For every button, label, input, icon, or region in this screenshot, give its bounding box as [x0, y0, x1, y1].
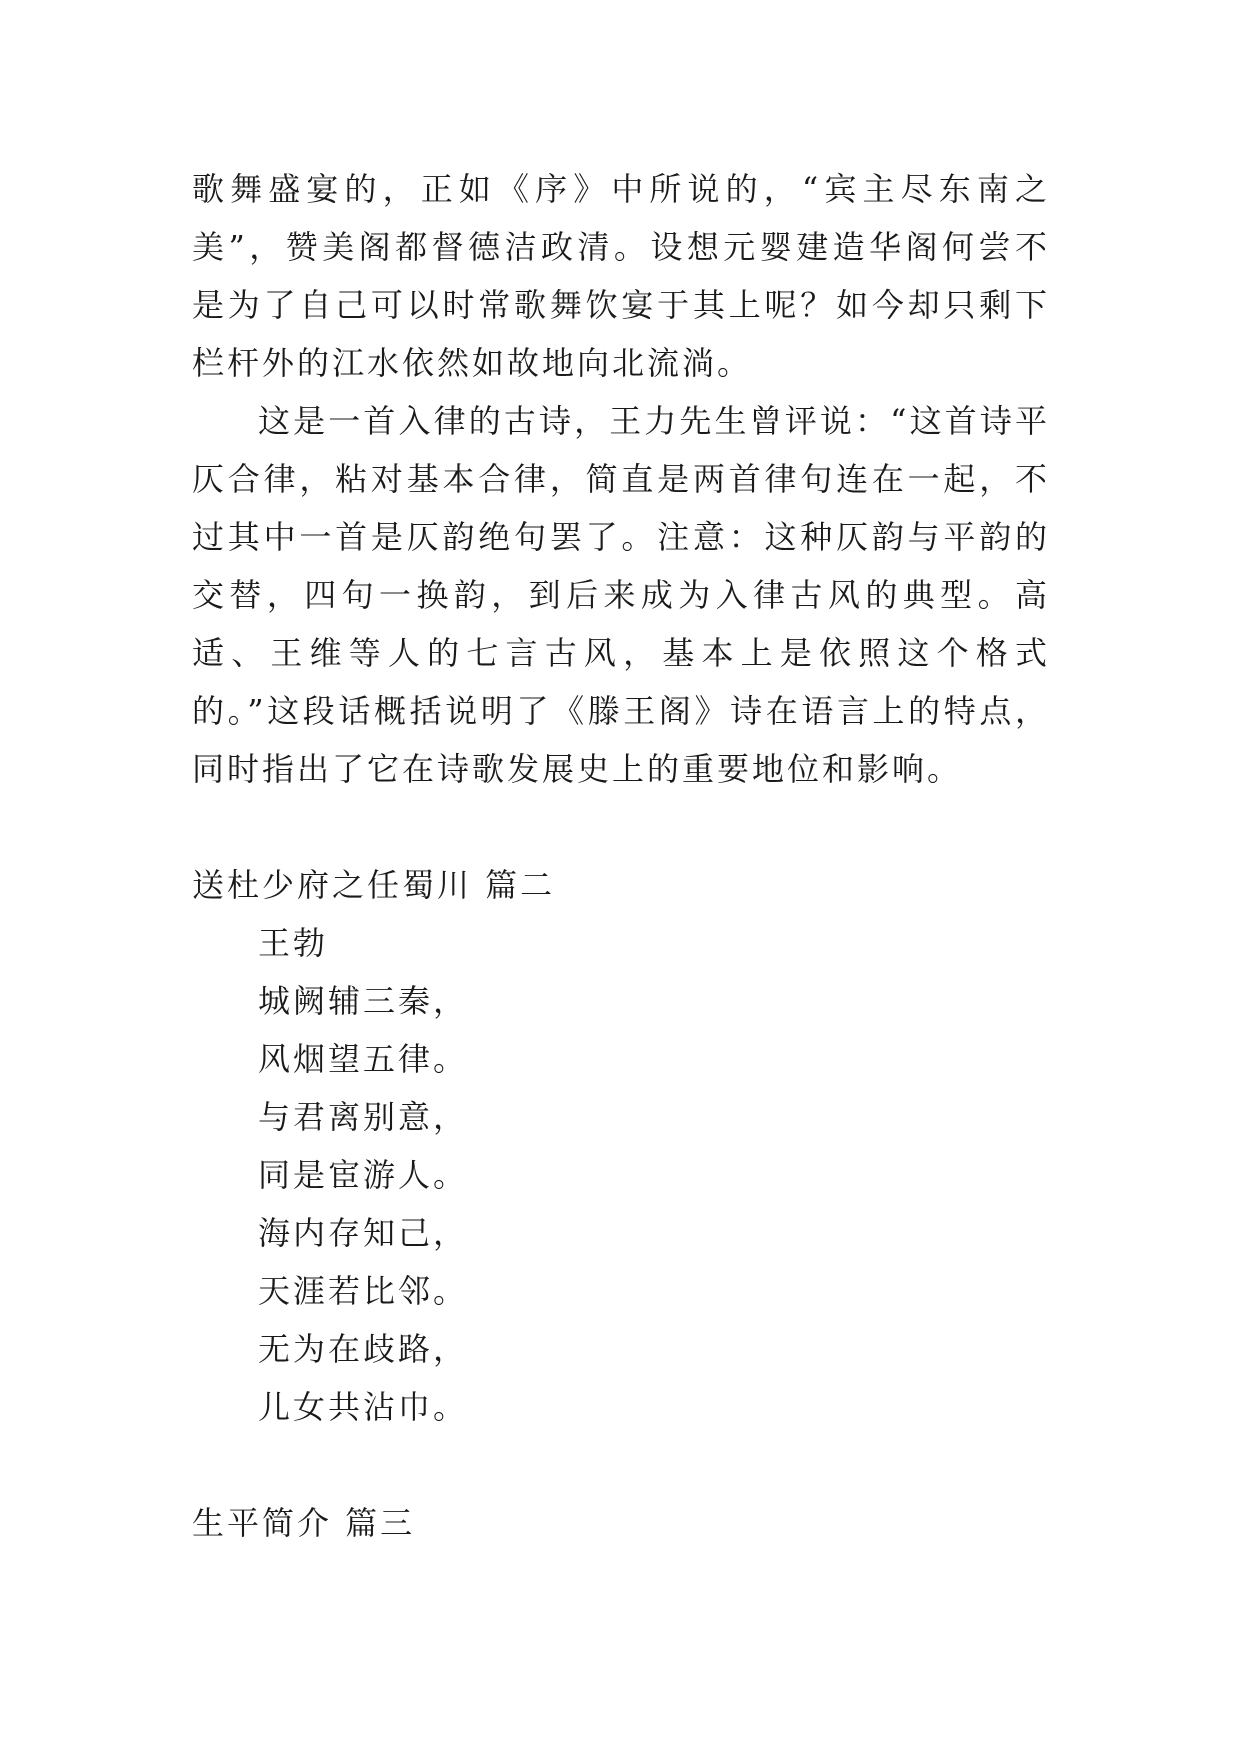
paragraph-wangli-comment: 这是一首入律的古诗，王力先生曾评说：“这首诗平仄合律，粘对基本合律，简直是两首律句连在一起，不过其中一首是仄韵绝句罢了。注意：这种仄韵与平韵的交替，四句一换韵，到后来成为入律古风的典型。高适、王维等人的七言古风，基本上是依照这个格式的。”这段话概括说明了《滕王阁》诗在语言上的特点，同时指出了它在诗歌发展史上的重要地位和影响。	[192, 402, 1050, 788]
poem-line: 城阙辅三秦，	[258, 982, 469, 1020]
section-heading-poem: 送杜少府之任蜀川 篇二	[192, 866, 556, 904]
poem-line: 与君离别意，	[258, 1098, 469, 1136]
poem-line: 无为在歧路，	[258, 1330, 469, 1368]
document-body	[192, 160, 1050, 1552]
poem-line: 风烟望五律。	[258, 1040, 469, 1078]
poem-line: 同是宦游人。	[258, 1156, 469, 1194]
poem-block	[192, 914, 1050, 1436]
poem-line: 天涯若比邻。	[258, 1272, 469, 1310]
poem-line: 儿女共沾巾。	[258, 1388, 469, 1426]
poem-author: 王勃	[258, 924, 329, 962]
section-heading-biography: 生平简介 篇三	[192, 1504, 416, 1542]
blank-line	[192, 798, 1050, 856]
poem-line: 海内存知己，	[258, 1214, 469, 1252]
blank-line	[192, 1436, 1050, 1494]
paragraph-continuation: 歌舞盛宴的，正如《序》中所说的，“宾主尽东南之美”，赞美阁都督德洁政清。设想元婴建造华阁何尝不是为了自己可以时常歌舞饮宴于其上呢？如今却只剩下栏杆外的江水依然如故地向北流淌。	[192, 170, 1050, 382]
